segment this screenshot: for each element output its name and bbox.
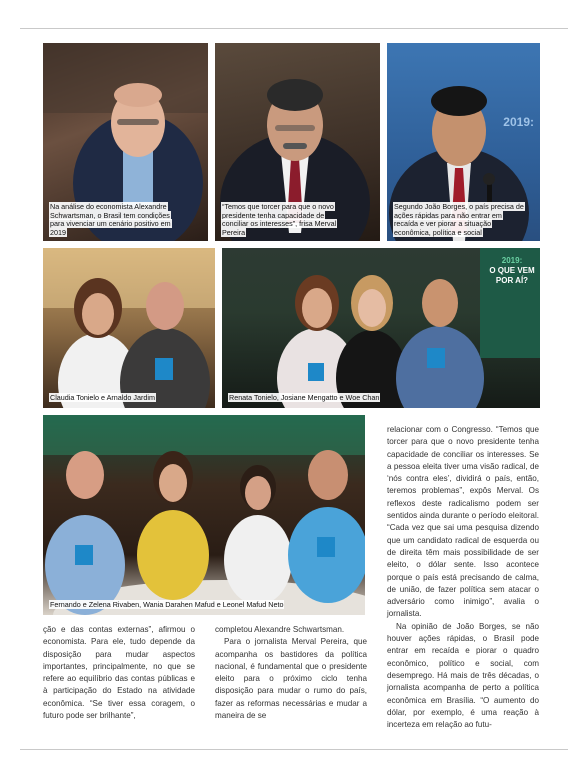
photo-caption: Claudia Tonielo e Arnaldo Jardim — [50, 393, 155, 402]
photo-claudia-arnaldo — [43, 248, 215, 408]
photo-caption: Na análise do economista Alexandre Schwartsman, o Brasil tem condições para vivenciar um cenário positivo em 2019 — [50, 202, 171, 237]
event-banner-text: 2019: O QUE VEM POR AÍ? — [489, 256, 535, 285]
article-paragraph: Na opinião de João Borges, se não houver ações rápidas, o Brasil pode entrar em recaída e piorar o quadro econômico, político e social, com desemprego. Há mais de três décadas, o jornalista acompanha de perto a política econômica em Brasília. “O aumento do dólar, por exemplo, é uma reação à incerteza em relação ao futu- — [387, 621, 539, 730]
portrait-illustration — [43, 415, 365, 615]
photo-caption: Fernando e Zelena Rivaben, Wania Darahen Mafud e Leonel Mafud Neto — [50, 600, 284, 609]
photo-joao-borges — [387, 43, 540, 241]
article-paragraph: Para o jornalista Merval Pereira, que acompanha os bastidores da política nacional, é fundamental que o presidente eleito para o próximo ciclo tenha disposição para mudar o rumo do país, fazer as reformas necessárias e mudar a maneira de se — [215, 637, 367, 721]
article-paragraph: completou Alexandre Schwartsman. — [215, 625, 345, 634]
article-paragraph: ção e das contas externas”, afirmou o economista. Para ele, tudo depende da disposição para mudar aspectos importantes, principalmente, no que se refere ao equilíbrio das contas públicas e à participação do Estado na atividade econômica. “Se tiver essa coragem, o futuro pode ser brilhante”, — [43, 625, 195, 721]
photo-renata-josiane-woe — [222, 248, 540, 408]
portrait-illustration — [43, 248, 215, 408]
photo-rivaben-mafud — [43, 415, 365, 615]
photo-caption: Renata Tonielo, Josiane Mengatto e Woe Chan — [229, 393, 380, 402]
article-column-middle — [215, 624, 367, 722]
article-paragraph: relacionar com o Congresso. “Temos que torcer para que o novo presidente tenha capacidade de conciliar os interesses. Se a pessoa eleita tiver uma visão radical, de ‘nós contra eles’, dividirá o país, então, teremos problemas”, expôs Merval. Os reflexos deste radicalismo podem ser sentidos ainda durante o período eleitoral. “Cada vez que sai uma pesquisa dizendo que um candidato radical de esquerda ou de direita têm mais possibilidade de ser eleito, o dólar sente. Isso acontece porque o país está precisando de calma, de união, de fazer política sem atacar o adversário como inimigo”, avalia o jornalista. — [387, 425, 539, 619]
photo-caption: “Temos que torcer para que o novo presidente tenha capacidade de conciliar os interesses”, frisa Merval Pereira — [222, 202, 337, 237]
event-banner-text: 2019: — [503, 115, 534, 129]
article-column-right — [387, 424, 539, 731]
photo-alexandre-schwartsman — [43, 43, 208, 241]
article-column-left — [43, 624, 195, 722]
photo-caption: Segundo João Borges, o país precisa de ações rápidas para não entrar em recaída e ver piorar a situação econômica, política e social — [394, 202, 524, 237]
photo-merval-pereira — [215, 43, 380, 241]
